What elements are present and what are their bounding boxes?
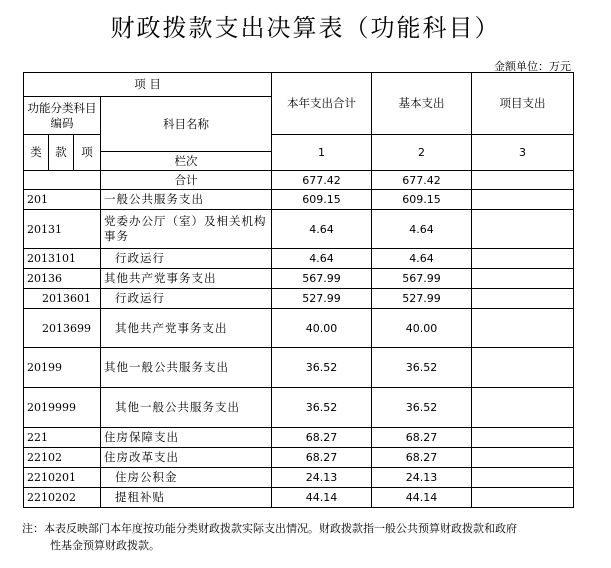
- row-total: 68.27: [272, 428, 372, 448]
- column-no-3: 3: [472, 135, 574, 171]
- amount-unit-label: 金额单位：万元: [494, 60, 571, 73]
- table-row: [24, 269, 574, 289]
- expenditure-table: [23, 72, 574, 508]
- row-code: 22102: [24, 448, 101, 468]
- row-name: 其他共产党事务支出: [101, 269, 272, 289]
- row-total: 68.27: [272, 448, 372, 468]
- row-total: 4.64: [272, 249, 372, 269]
- row-basic: 24.13: [372, 468, 472, 488]
- sum-basic: 677.42: [372, 171, 472, 190]
- row-project: [472, 388, 574, 428]
- row-code: 2013699: [24, 309, 101, 348]
- row-name: 党委办公厅（室）及相关机构事务: [101, 210, 272, 249]
- row-code: 20131: [24, 210, 101, 249]
- total-column-header: 本年支出合计: [272, 73, 372, 135]
- row-code: 221: [24, 428, 101, 448]
- row-total: 609.15: [272, 190, 372, 210]
- row-total: 36.52: [272, 348, 372, 388]
- row-total: 4.64: [272, 210, 372, 249]
- row-project: [472, 468, 574, 488]
- table-row: [24, 289, 574, 309]
- table-note: [22, 520, 582, 554]
- table-row: [24, 309, 574, 348]
- row-basic: 68.27: [372, 448, 472, 468]
- table-row: [24, 249, 574, 269]
- row-project: [472, 190, 574, 210]
- table-row: [24, 210, 574, 249]
- column-no-label: 栏次: [101, 152, 272, 171]
- note-line-1: 注：本表反映部门本年度按功能分类财政拨款实际支出情况。财政拨款指一般公共预算财政拨款和政府: [22, 522, 517, 535]
- row-basic: 4.64: [372, 210, 472, 249]
- row-project: [472, 428, 574, 448]
- row-project: [472, 488, 574, 508]
- row-basic: 36.52: [372, 348, 472, 388]
- row-basic: 36.52: [372, 388, 472, 428]
- row-project: [472, 309, 574, 348]
- row-total: 44.14: [272, 488, 372, 508]
- row-total: 567.99: [272, 269, 372, 289]
- row-name: 住房保障支出: [101, 428, 272, 448]
- table-row: [24, 388, 574, 428]
- table-row: [24, 488, 574, 508]
- row-name: 行政运行: [101, 249, 272, 269]
- row-basic: 68.27: [372, 428, 472, 448]
- row-project: [472, 210, 574, 249]
- row-name: 其他一般公共服务支出: [101, 388, 272, 428]
- row-basic: 609.15: [372, 190, 472, 210]
- note-line-2: 性基金预算财政拨款。: [50, 539, 160, 552]
- name-header: 科目名称: [101, 97, 272, 152]
- row-name: 其他一般公共服务支出: [101, 348, 272, 388]
- row-basic: 567.99: [372, 269, 472, 289]
- table-row: [24, 448, 574, 468]
- row-project: [472, 289, 574, 309]
- row-project: [472, 348, 574, 388]
- subitem-header: 项: [74, 135, 101, 171]
- table-row: [24, 348, 574, 388]
- row-code: 20199: [24, 348, 101, 388]
- row-name: 住房改革支出: [101, 448, 272, 468]
- row-code: 2210201: [24, 468, 101, 488]
- row-basic: 4.64: [372, 249, 472, 269]
- table-row: [24, 428, 574, 448]
- row-basic: 527.99: [372, 289, 472, 309]
- item-header: 项 目: [24, 73, 272, 97]
- table-row: [24, 468, 574, 488]
- row-code: 2013601: [24, 289, 101, 309]
- row-basic: 40.00: [372, 309, 472, 348]
- row-code: 2013101: [24, 249, 101, 269]
- sum-label: 合计: [101, 171, 272, 190]
- row-name: 住房公积金: [101, 468, 272, 488]
- row-code: 2019999: [24, 388, 101, 428]
- section-header: 款: [49, 135, 74, 171]
- row-name: 一般公共服务支出: [101, 190, 272, 210]
- class-header: 类: [24, 135, 49, 171]
- row-total: 36.52: [272, 388, 372, 428]
- column-no-2: 2: [372, 135, 472, 171]
- row-project: [472, 448, 574, 468]
- project-column-header: 项目支出: [472, 73, 574, 135]
- column-no-1: 1: [272, 135, 372, 171]
- sum-total: 677.42: [272, 171, 372, 190]
- basic-column-header: 基本支出: [372, 73, 472, 135]
- table-row: [24, 190, 574, 210]
- row-project: [472, 269, 574, 289]
- row-total: 24.13: [272, 468, 372, 488]
- row-code: 20136: [24, 269, 101, 289]
- row-code: 201: [24, 190, 101, 210]
- code-header: 功能分类科目编码: [24, 97, 101, 135]
- row-name: 行政运行: [101, 289, 272, 309]
- row-name: 其他共产党事务支出: [101, 309, 272, 348]
- row-basic: 44.14: [372, 488, 472, 508]
- row-name: 提租补贴: [101, 488, 272, 508]
- page-title: 财政拨款支出决算表（功能科目）: [110, 14, 501, 42]
- row-total: 527.99: [272, 289, 372, 309]
- row-total: 40.00: [272, 309, 372, 348]
- row-code: 2210202: [24, 488, 101, 508]
- row-project: [472, 249, 574, 269]
